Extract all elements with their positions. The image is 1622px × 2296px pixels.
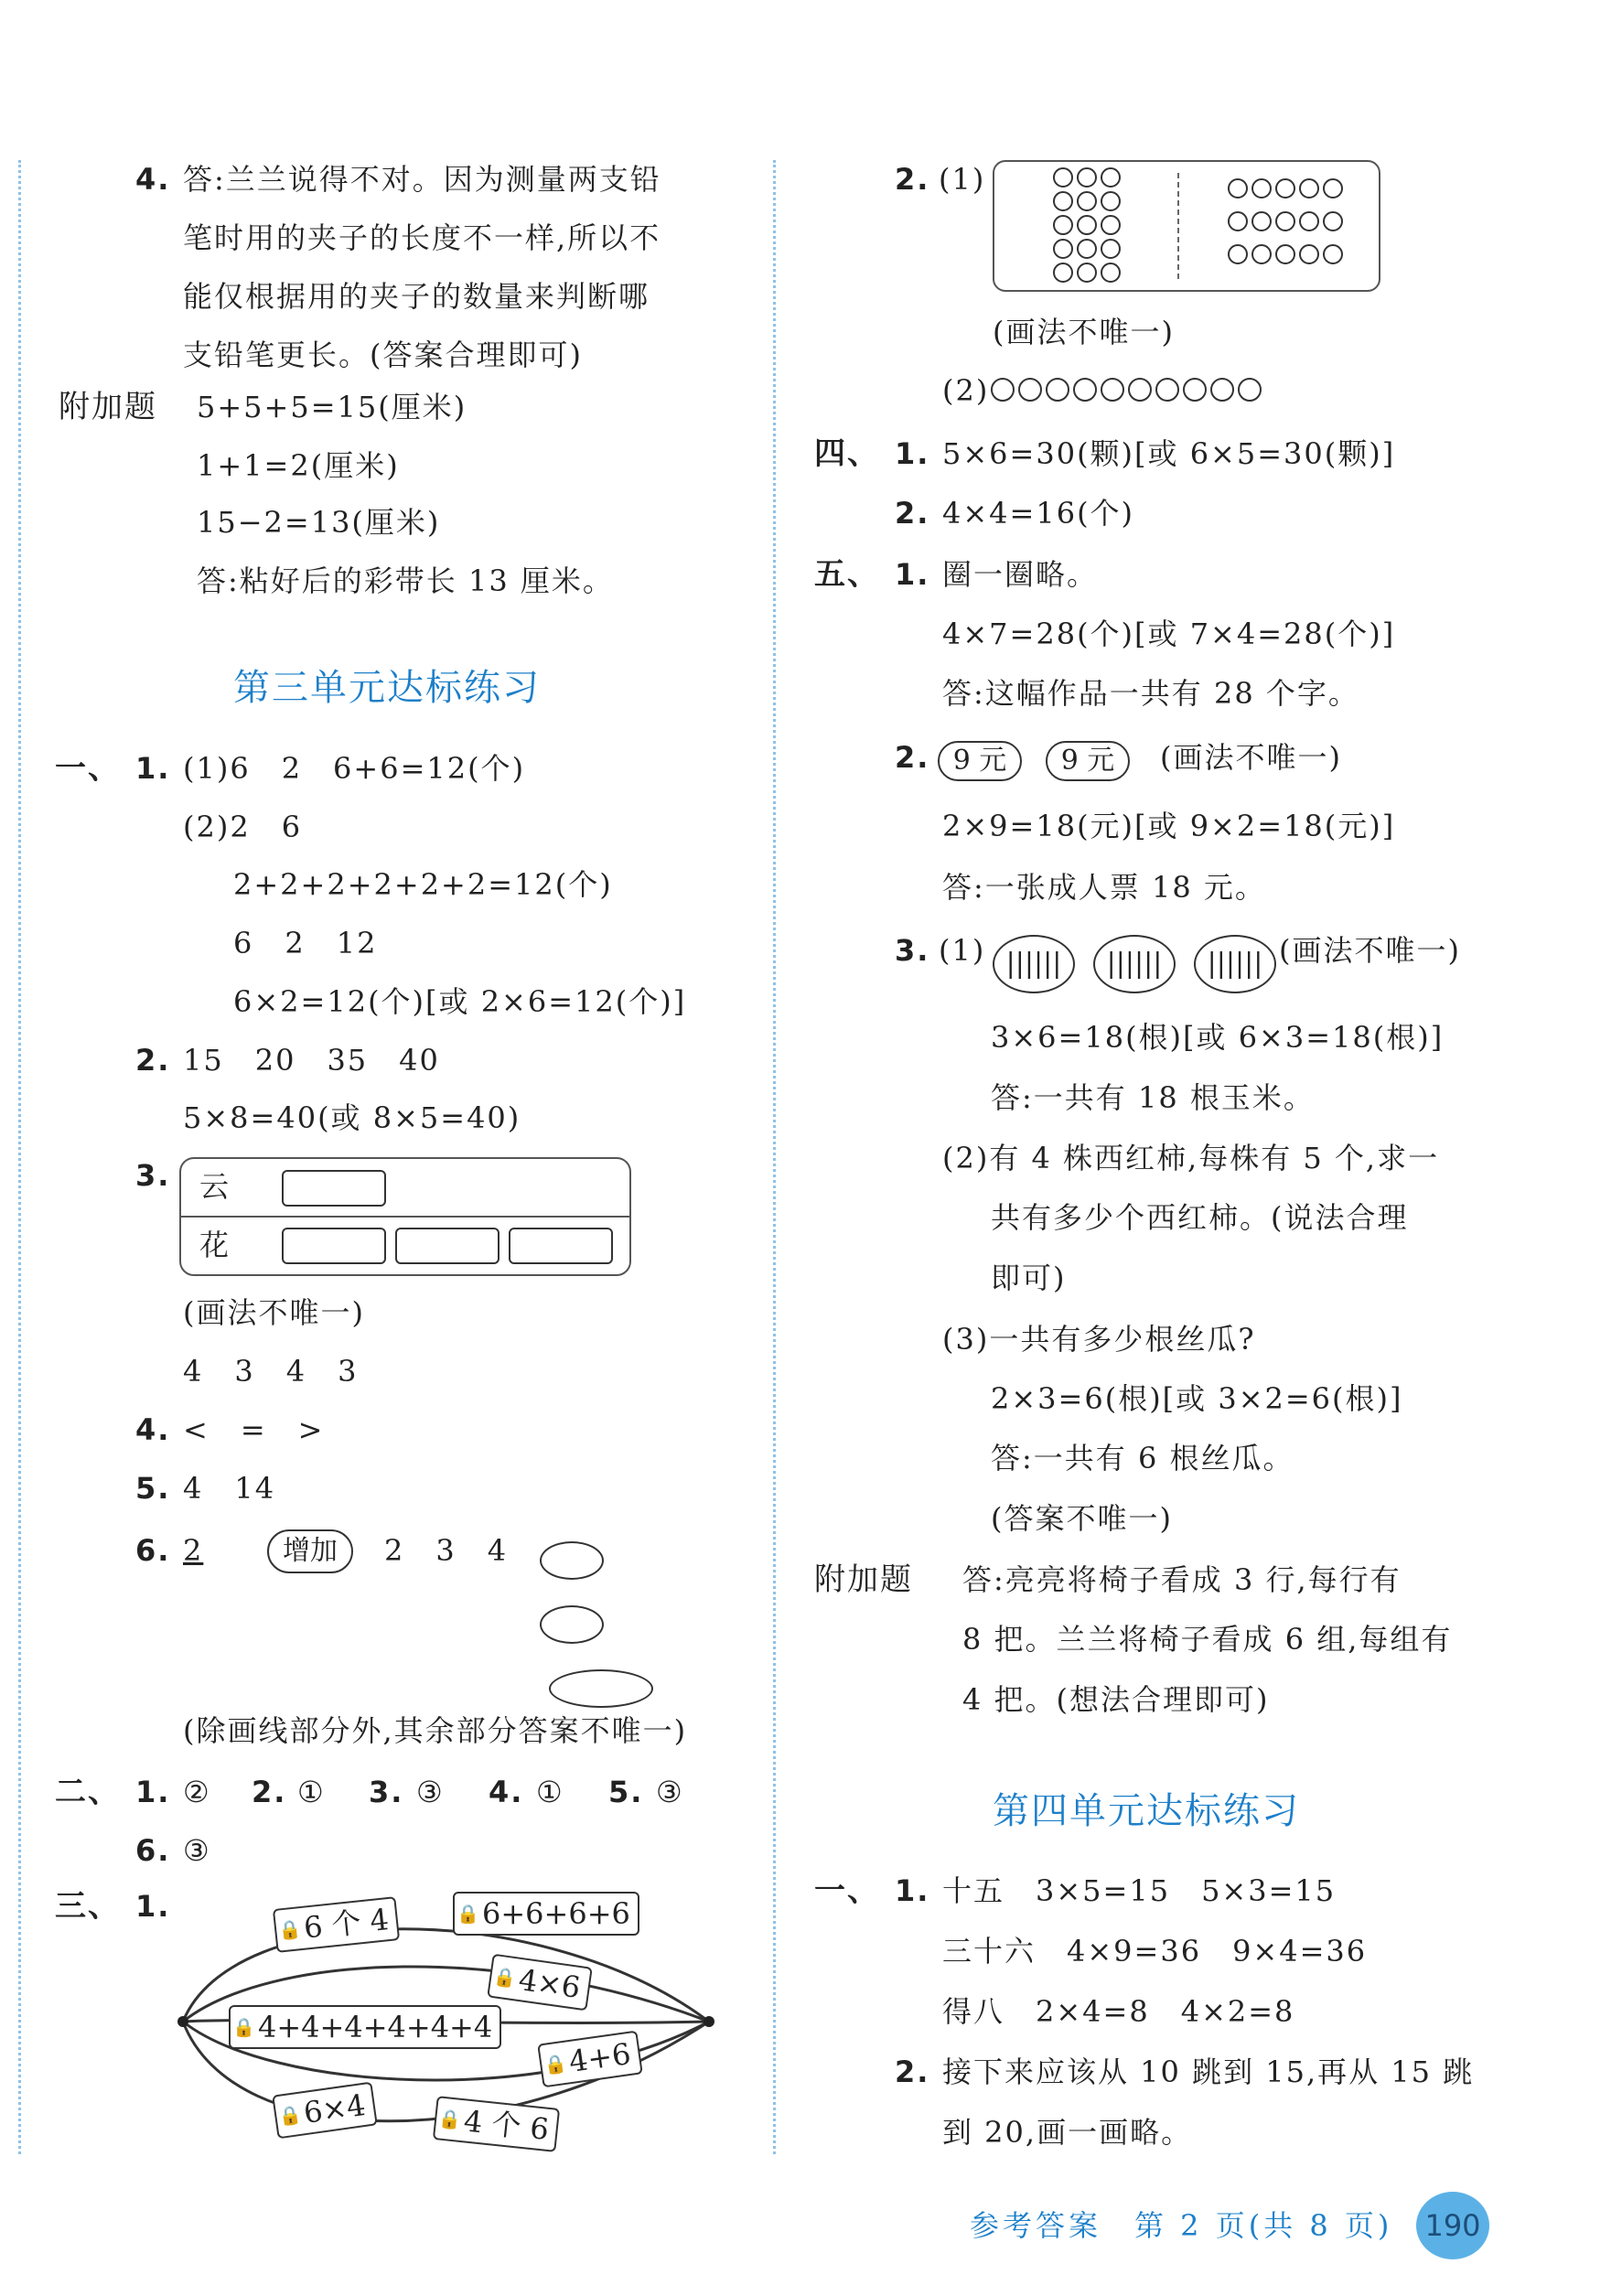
tag-4-groups-of-6: 🔒 4 个 6 [433, 2096, 560, 2152]
cloud-flower-diagram [179, 1157, 631, 1276]
s1-q5-number: 5. [135, 1471, 171, 1506]
s2-n3: 3. [369, 1775, 404, 1809]
circle-mark [1323, 178, 1343, 198]
s2-a4: ① [536, 1775, 564, 1809]
circle-mark [1101, 167, 1121, 188]
flower-group-3 [509, 1228, 613, 1264]
circle-mark [1275, 211, 1295, 231]
r-bonus-line-2: 8 把。兰兰将椅子看成 6 组,每组有 [962, 1622, 1453, 1657]
s2-a6: ③ [183, 1833, 211, 1868]
s1-q6-number: 6. [135, 1533, 171, 1568]
q4-number: 4. [135, 162, 171, 197]
s1-q1-line-3: 2+2+2+2+2+2=12(个) [233, 867, 613, 902]
circle-arrangement-box [993, 160, 1380, 292]
bonus-label: 附加题 [59, 389, 157, 425]
r-s5-q2-line-1: 2×9=18(元)[或 9×2=18(元)] [942, 809, 1396, 843]
circle-mark [1077, 239, 1097, 259]
circle-mark [1101, 191, 1121, 211]
tag-4-plus-6: 🔒 4+6 [537, 2031, 642, 2088]
circle-mark [1101, 378, 1124, 402]
s1-q6-underlined: 2 [183, 1533, 204, 1568]
sec2-label: 二、 [55, 1774, 121, 1810]
circle-mark [1155, 378, 1179, 402]
s1-q6-rest: 2 3 4 [384, 1533, 509, 1568]
circle-mark [1210, 378, 1234, 402]
r-q2-number: 2. [895, 162, 930, 197]
increase-circled-word: 增加 [267, 1529, 353, 1573]
circle-mark [1101, 239, 1121, 259]
bonus-line-2: 1+1=2(厘米) [197, 448, 400, 483]
bonus-line-1: 5+5+5=15(厘米) [197, 390, 467, 424]
circle-mark [1238, 378, 1262, 402]
s1-q1-line-2: (2)2 6 [183, 810, 303, 844]
r-s4-q2-number: 2. [895, 496, 930, 531]
fruit-drawing [540, 1532, 677, 1706]
r-q2-part2: (2) [942, 373, 990, 408]
circle-mark [1228, 211, 1248, 231]
s2-a3: ③ [416, 1775, 445, 1809]
circle-mark [1228, 178, 1248, 198]
s1-note: (除画线部分外,其余部分答案不唯一) [183, 1713, 688, 1748]
r-s5-q2-number: 2. [895, 740, 930, 775]
circle-mark [1053, 215, 1073, 235]
ten-circles [991, 378, 1302, 405]
r-s4-q2-text: 4×4=16(个) [942, 496, 1135, 531]
r-s4-q1-number: 1. [895, 436, 930, 471]
r-s5-q1-number: 1. [895, 557, 930, 592]
column-divider-line [773, 160, 776, 2154]
corn-group-1: |||||| [993, 935, 1075, 993]
q4-line-1: 答:兰兰说得不对。因为测量两支铅 [183, 162, 661, 197]
s2-a1: ② [183, 1775, 211, 1809]
flower-group-2 [395, 1228, 499, 1264]
s2-a2: ① [297, 1775, 326, 1809]
s2-n1: 1. [135, 1775, 171, 1809]
circle-mark [1228, 244, 1248, 264]
page-number-badge: 190 [1416, 2192, 1489, 2259]
circle-mark [1053, 167, 1073, 188]
s2-n5: 5. [608, 1775, 644, 1809]
r-s5-q3-number: 3. [895, 933, 930, 968]
r-bonus-line-1: 答:亮亮将椅子看成 3 行,每行有 [962, 1562, 1402, 1597]
r-s5-q2-note: (画法不唯一) [1160, 740, 1342, 775]
sec3-label: 三、 [55, 1888, 121, 1925]
corn-group-3: |||||| [1194, 935, 1276, 993]
circle-mark [1053, 239, 1073, 259]
r-u4-sec1-label: 一、 [814, 1872, 880, 1909]
circle-mark [1323, 244, 1343, 264]
r-s5-q1-line-3: 答:这幅作品一共有 28 个字。 [942, 676, 1359, 711]
circle-mark [991, 378, 1015, 402]
r-s5-q1-line-1: 圈一圈略。 [942, 557, 1099, 592]
circles-5-by-3 [1228, 178, 1365, 277]
r-u4-q2-line-1: 接下来应该从 10 跳到 15,再从 15 跳 [942, 2055, 1475, 2089]
footer-text: 参考答案 第 2 页(共 8 页) [970, 2208, 1393, 2243]
circle-mark [1046, 378, 1069, 402]
circle-mark [1077, 191, 1097, 211]
circle-mark [1101, 263, 1121, 283]
cloud-group [282, 1170, 386, 1207]
circle-mark [1251, 178, 1272, 198]
flower-group-1 [282, 1228, 386, 1264]
circle-mark [1275, 244, 1295, 264]
circle-mark [1299, 244, 1319, 264]
circle-mark [1101, 215, 1121, 235]
bonus-line-3: 15−2=13(厘米) [197, 505, 441, 540]
unit3-heading: 第三单元达标练习 [233, 667, 541, 709]
unit4-heading: 第四单元达标练习 [993, 1790, 1300, 1832]
s2-a5: ③ [656, 1775, 684, 1809]
r-s5-q3-line-1: 3×6=18(根)[或 6×3=18(根)] [991, 1020, 1445, 1055]
s1-q3-number: 3. [135, 1158, 171, 1193]
tag-4-plus-4: 🔒 4+4+4+4+4+4 [229, 2005, 501, 2049]
s1-q2-line-1: 15 20 35 40 [183, 1043, 440, 1078]
r-s5-q3-line-8: 答:一共有 6 根丝瓜。 [991, 1441, 1294, 1475]
circle-mark [1073, 378, 1097, 402]
left-margin-line [18, 160, 21, 2154]
s1-q1-line-4: 6 2 12 [233, 926, 378, 960]
flower-label: 花 [199, 1228, 231, 1262]
r-s5-q1-line-2: 4×7=28(个)[或 7×4=28(个)] [942, 617, 1396, 651]
circle-mark [1183, 378, 1207, 402]
cloud-label: 云 [199, 1169, 231, 1204]
r-q2-note: (画法不唯一) [993, 315, 1175, 349]
r-bonus-line-3: 4 把。(想法合理即可) [962, 1682, 1270, 1717]
r-bonus-label: 附加题 [814, 1561, 913, 1598]
s1-q1-line-5: 6×2=12(个)[或 2×6=12(个)] [233, 984, 687, 1019]
r-sec4-label: 四、 [814, 435, 880, 472]
r-s5-q3-part1: (1) [939, 933, 986, 968]
sec1-label: 一、 [55, 750, 121, 787]
s1-q2-number: 2. [135, 1043, 171, 1078]
circle-mark [1077, 167, 1097, 188]
s2-n6: 6. [135, 1833, 171, 1868]
tag-4-times-6: 🔒 4×6 [487, 1954, 592, 2012]
bonus-line-4: 答:粘好后的彩带长 13 厘米。 [197, 563, 614, 598]
r-u4-q1-line-3: 得八 2×4=8 4×2=8 [942, 1994, 1295, 2029]
r-u4-q2-line-2: 到 20,画一画略。 [942, 2115, 1193, 2150]
r-s5-q3-line-2: 答:一共有 18 根玉米。 [991, 1080, 1315, 1115]
ticket-circle-1: 9 元 [938, 741, 1022, 781]
q4-line-3: 能仅根据用的夹子的数量来判断哪 [183, 279, 650, 314]
circle-mark [1077, 215, 1097, 235]
q4-line-4: 支铅笔更长。(答案合理即可) [183, 338, 583, 372]
circle-mark [1323, 211, 1343, 231]
r-s5-q2-line-2: 答:一张成人票 18 元。 [942, 870, 1266, 905]
circle-mark [1053, 191, 1073, 211]
s1-q1-line-1: (1)6 2 6+6=12(个) [183, 751, 526, 786]
r-s5-q3-line-7: 2×3=6(根)[或 3×2=6(根)] [991, 1381, 1403, 1416]
circle-mark [1018, 378, 1042, 402]
r-s5-q3-line-4: 共有多少个西红柿。(说法合理 [991, 1200, 1409, 1235]
tag-6-times-4: 🔒 6×4 [272, 2082, 377, 2140]
circle-mark [1077, 263, 1097, 283]
circle-mark [1251, 244, 1272, 264]
circle-mark [1053, 263, 1073, 283]
q4-line-2: 笔时用的夹子的长度不一样,所以不 [183, 220, 661, 255]
r-q2-part1: (1) [939, 162, 986, 197]
circle-mark [1275, 178, 1295, 198]
circle-mark [1299, 178, 1319, 198]
ticket-circle-2: 9 元 [1046, 741, 1130, 781]
corn-group-2: |||||| [1093, 935, 1176, 993]
r-s5-q3-line-6: (3)一共有多少根丝瓜? [942, 1322, 1256, 1357]
tag-6-groups-of-4: 🔒 6 个 4 [273, 1896, 400, 1953]
s1-q4-text: < = > [183, 1412, 325, 1447]
s1-q4-number: 4. [135, 1412, 171, 1447]
r-u4-q1-number: 1. [895, 1873, 930, 1908]
s1-q2-line-2: 5×8=40(或 8×5=40) [183, 1100, 521, 1135]
r-s4-q1-text: 5×6=30(颗)[或 6×5=30(颗)] [942, 436, 1396, 471]
s1-q1-number: 1. [135, 751, 171, 786]
r-u4-q1-line-1: 十五 3×5=15 5×3=15 [942, 1873, 1337, 1908]
s1-q5-text: 4 14 [183, 1471, 276, 1506]
s3-q1-number: 1. [135, 1889, 171, 1924]
circle-mark [1251, 211, 1272, 231]
tag-6-plus-6: 🔒 6+6+6+6 [453, 1892, 639, 1936]
s1-q3-note: (画法不唯一) [183, 1295, 365, 1330]
circle-mark [1299, 211, 1319, 231]
s1-q3-answer: 4 3 4 3 [183, 1354, 359, 1389]
r-s5-q3-line-3: (2)有 4 株西红柿,每株有 5 个,求一 [942, 1141, 1440, 1175]
s2-n2: 2. [252, 1775, 287, 1809]
r-s5-q3-line-9: (答案不唯一) [991, 1501, 1173, 1536]
circle-mark [1128, 378, 1152, 402]
r-u4-q1-line-2: 三十六 4×9=36 9×4=36 [942, 1934, 1368, 1969]
r-u4-q2-number: 2. [895, 2055, 930, 2089]
r-sec5-label: 五、 [814, 556, 880, 593]
circles-3-by-5 [1053, 167, 1126, 286]
s2-n4: 4. [489, 1775, 524, 1809]
r-s5-q3-line-5: 即可) [991, 1261, 1067, 1295]
r-s5-q3-note: (画法不唯一) [1279, 933, 1461, 968]
